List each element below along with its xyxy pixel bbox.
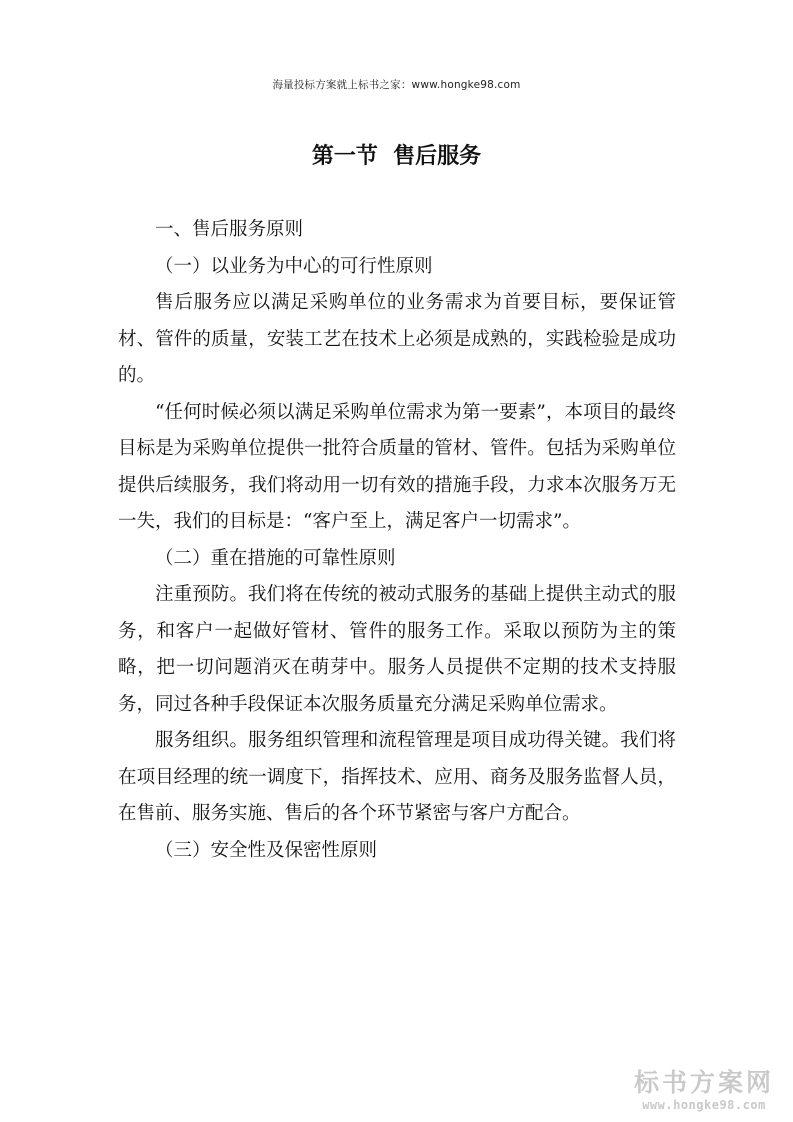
subheading-reliability-principle: （二）重在措施的可靠性原则 [155, 547, 396, 569]
watermark-logo [629, 1068, 779, 1112]
subheading-feasibility-principle: （一）以业务为中心的可行性原则 [155, 255, 433, 277]
watermark-url: www.hongke98.com [642, 1098, 766, 1112]
heading-after-sales-principles: 一、售后服务原则 [155, 219, 304, 240]
paragraph-customer-first: “任何时候必须以满足采购单位需求为第一要素”，本项目的最终目标是为采购单位提供一批符合质量的管材、管件。包括为采购单位提供后续服务，我们将动用一切有效的措施手段，力求本次服务万无一失，我们的目标是：“客户至上，满足客户一切需求”。 [118, 401, 676, 532]
section-title: 第一节 售后服务 [311, 144, 482, 169]
watermark-main-text: 标书方案网 [633, 1068, 774, 1097]
header-note: 海量投标方案就上标书之家：www.hongke98.com [272, 79, 521, 91]
subheading-security-principle: （三）安全性及保密性原则 [155, 839, 378, 861]
paragraph-business-needs: 售后服务应以满足采购单位的业务需求为首要目标，要保证管材、管件的质量，安装工艺在技术上必须是成熟的，实践检验是成功的。 [118, 292, 676, 386]
paragraph-prevention: 注重预防。我们将在传统的被动式服务的基础上提供主动式的服务，和客户一起做好管材、管件的服务工作。采取以预防为主的策略，把一切问题消灭在萌芽中。服务人员提供不定期的技术支持服务，同过各种手段保证本次服务质量充分满足采购单位需求。 [118, 584, 676, 715]
document-body [118, 212, 676, 869]
paragraph-service-organization: 服务组织。服务组织管理和流程管理是项目成功得关键。我们将在项目经理的统一调度下，指挥技术、应用、商务及服务监督人员，在售前、服务实施、售后的各个环节紧密与客户方配合。 [118, 730, 676, 824]
